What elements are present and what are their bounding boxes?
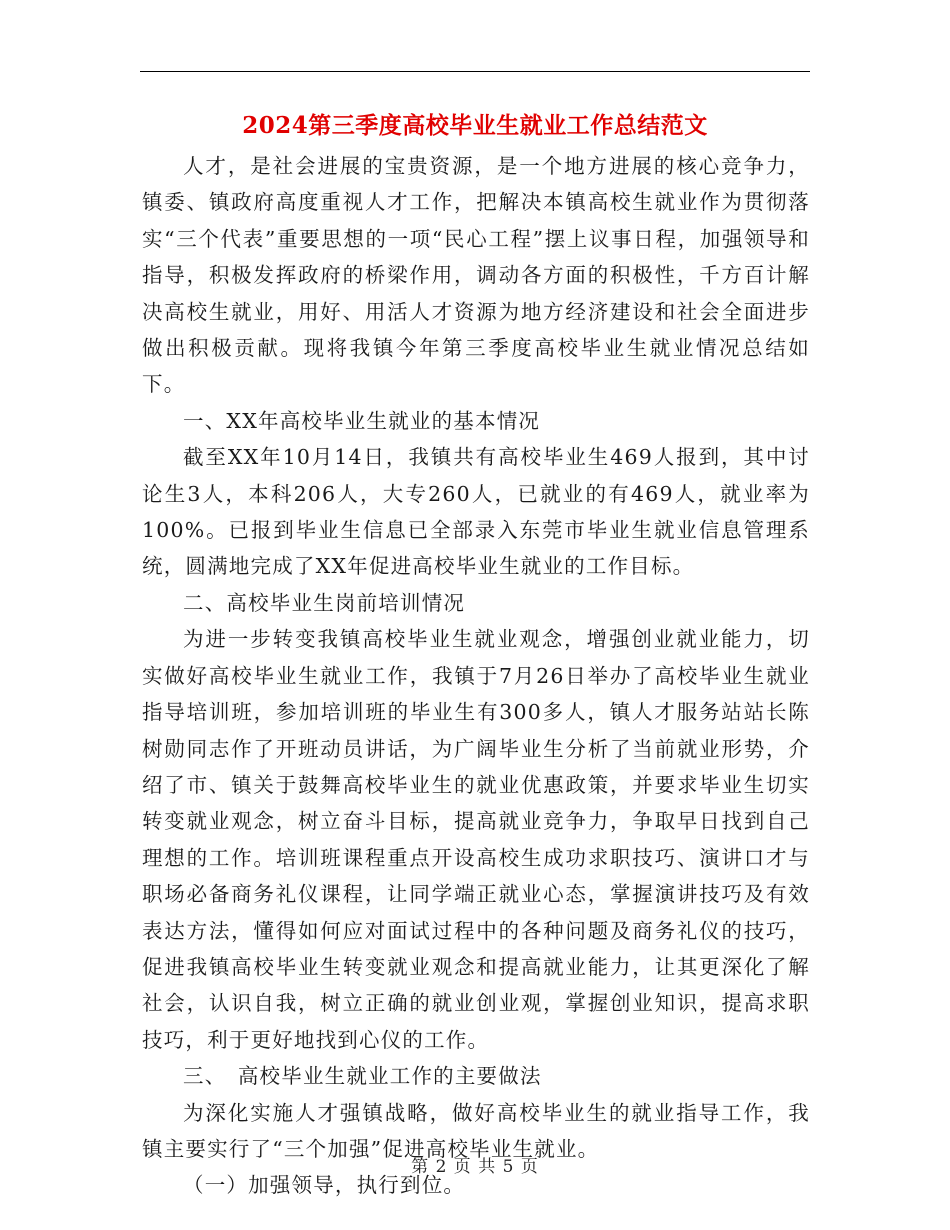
paragraph-main-practices: 为深化实施人才强镇战略，做好高校毕业生的就业指导工作，我镇主要实行了“三个加强”促进高校毕业生就业。	[142, 1100, 810, 1161]
paragraph-training: 为进一步转变我镇高校毕业生就业观念，增强创业就业能力，切实做好高校毕业生就业工作，我镇于7月26日举办了高校毕业生就业指导培训班，参加培训班的毕业生有300多人，镇人才服务站站长陈树勋同志作了开班动员讲话，为广阔毕业生分析了当前就业形势，介绍了市、镇关于鼓舞高校毕业生的就业优惠政策，并要求毕业生切实转变就业观念，树立奋斗目标，提高就业竞争力，争取早日找到自己理想的工作。培训班课程重点开设高校生成功求职技巧、演讲口才与职场必备商务礼仪课程，让同学端正就业心态，掌握演讲技巧及有效表达方法，懂得如何应对面试过程中的各种问题及商务礼仪的技巧，促进我镇高校毕业生转变就业观念和提高就业能力，让其更深化了解社会，认识自我，树立正确的就业创业观，掌握创业知识，提高求职技巧，利于更好地找到心仪的工作。	[142, 627, 810, 1052]
section-heading-3: 三、 高校毕业生就业工作的主要做法	[183, 1064, 542, 1089]
paragraph-intro: 人才，是社会进展的宝贵资源，是一个地方进展的核心竞争力，镇委、镇政府高度重视人才工作，把解决本镇高校生就业作为贯彻落实“三个代表”重要思想的一项“民心工程”摆上议事日程，加强领导和指导，积极发挥政府的桥梁作用，调动各方面的积极性，千方百计解决高校生就业，用好、用活人才资源为地方经济建设和社会全面进步做出积极贡献。现将我镇今年第三季度高校毕业生就业情况总结如下。	[142, 154, 810, 397]
paragraph-basic-situation: 截至XX年10月14日，我镇共有高校毕业生469人报到，其中讨论生3人，本科206人，大专260人，已就业的有469人，就业率为100%。已报到毕业生信息已全部录入东莞市毕业生就业信息管理系统，圆满地完成了XX年促进高校毕业生就业的工作目标。	[142, 445, 810, 579]
document-body	[142, 148, 810, 1204]
section-heading-1: 一、XX年高校毕业生就业的基本情况	[183, 408, 541, 433]
document-title: 2024第三季度高校毕业生就业工作总结范文	[242, 112, 708, 139]
subsection-heading-1: （一）加强领导，执行到位。	[183, 1173, 466, 1198]
header-rule	[140, 71, 810, 72]
section-heading-2: 二、高校毕业生岗前培训情况	[183, 590, 466, 615]
page-number-footer: 第 2 页 共 5 页	[411, 1157, 539, 1177]
